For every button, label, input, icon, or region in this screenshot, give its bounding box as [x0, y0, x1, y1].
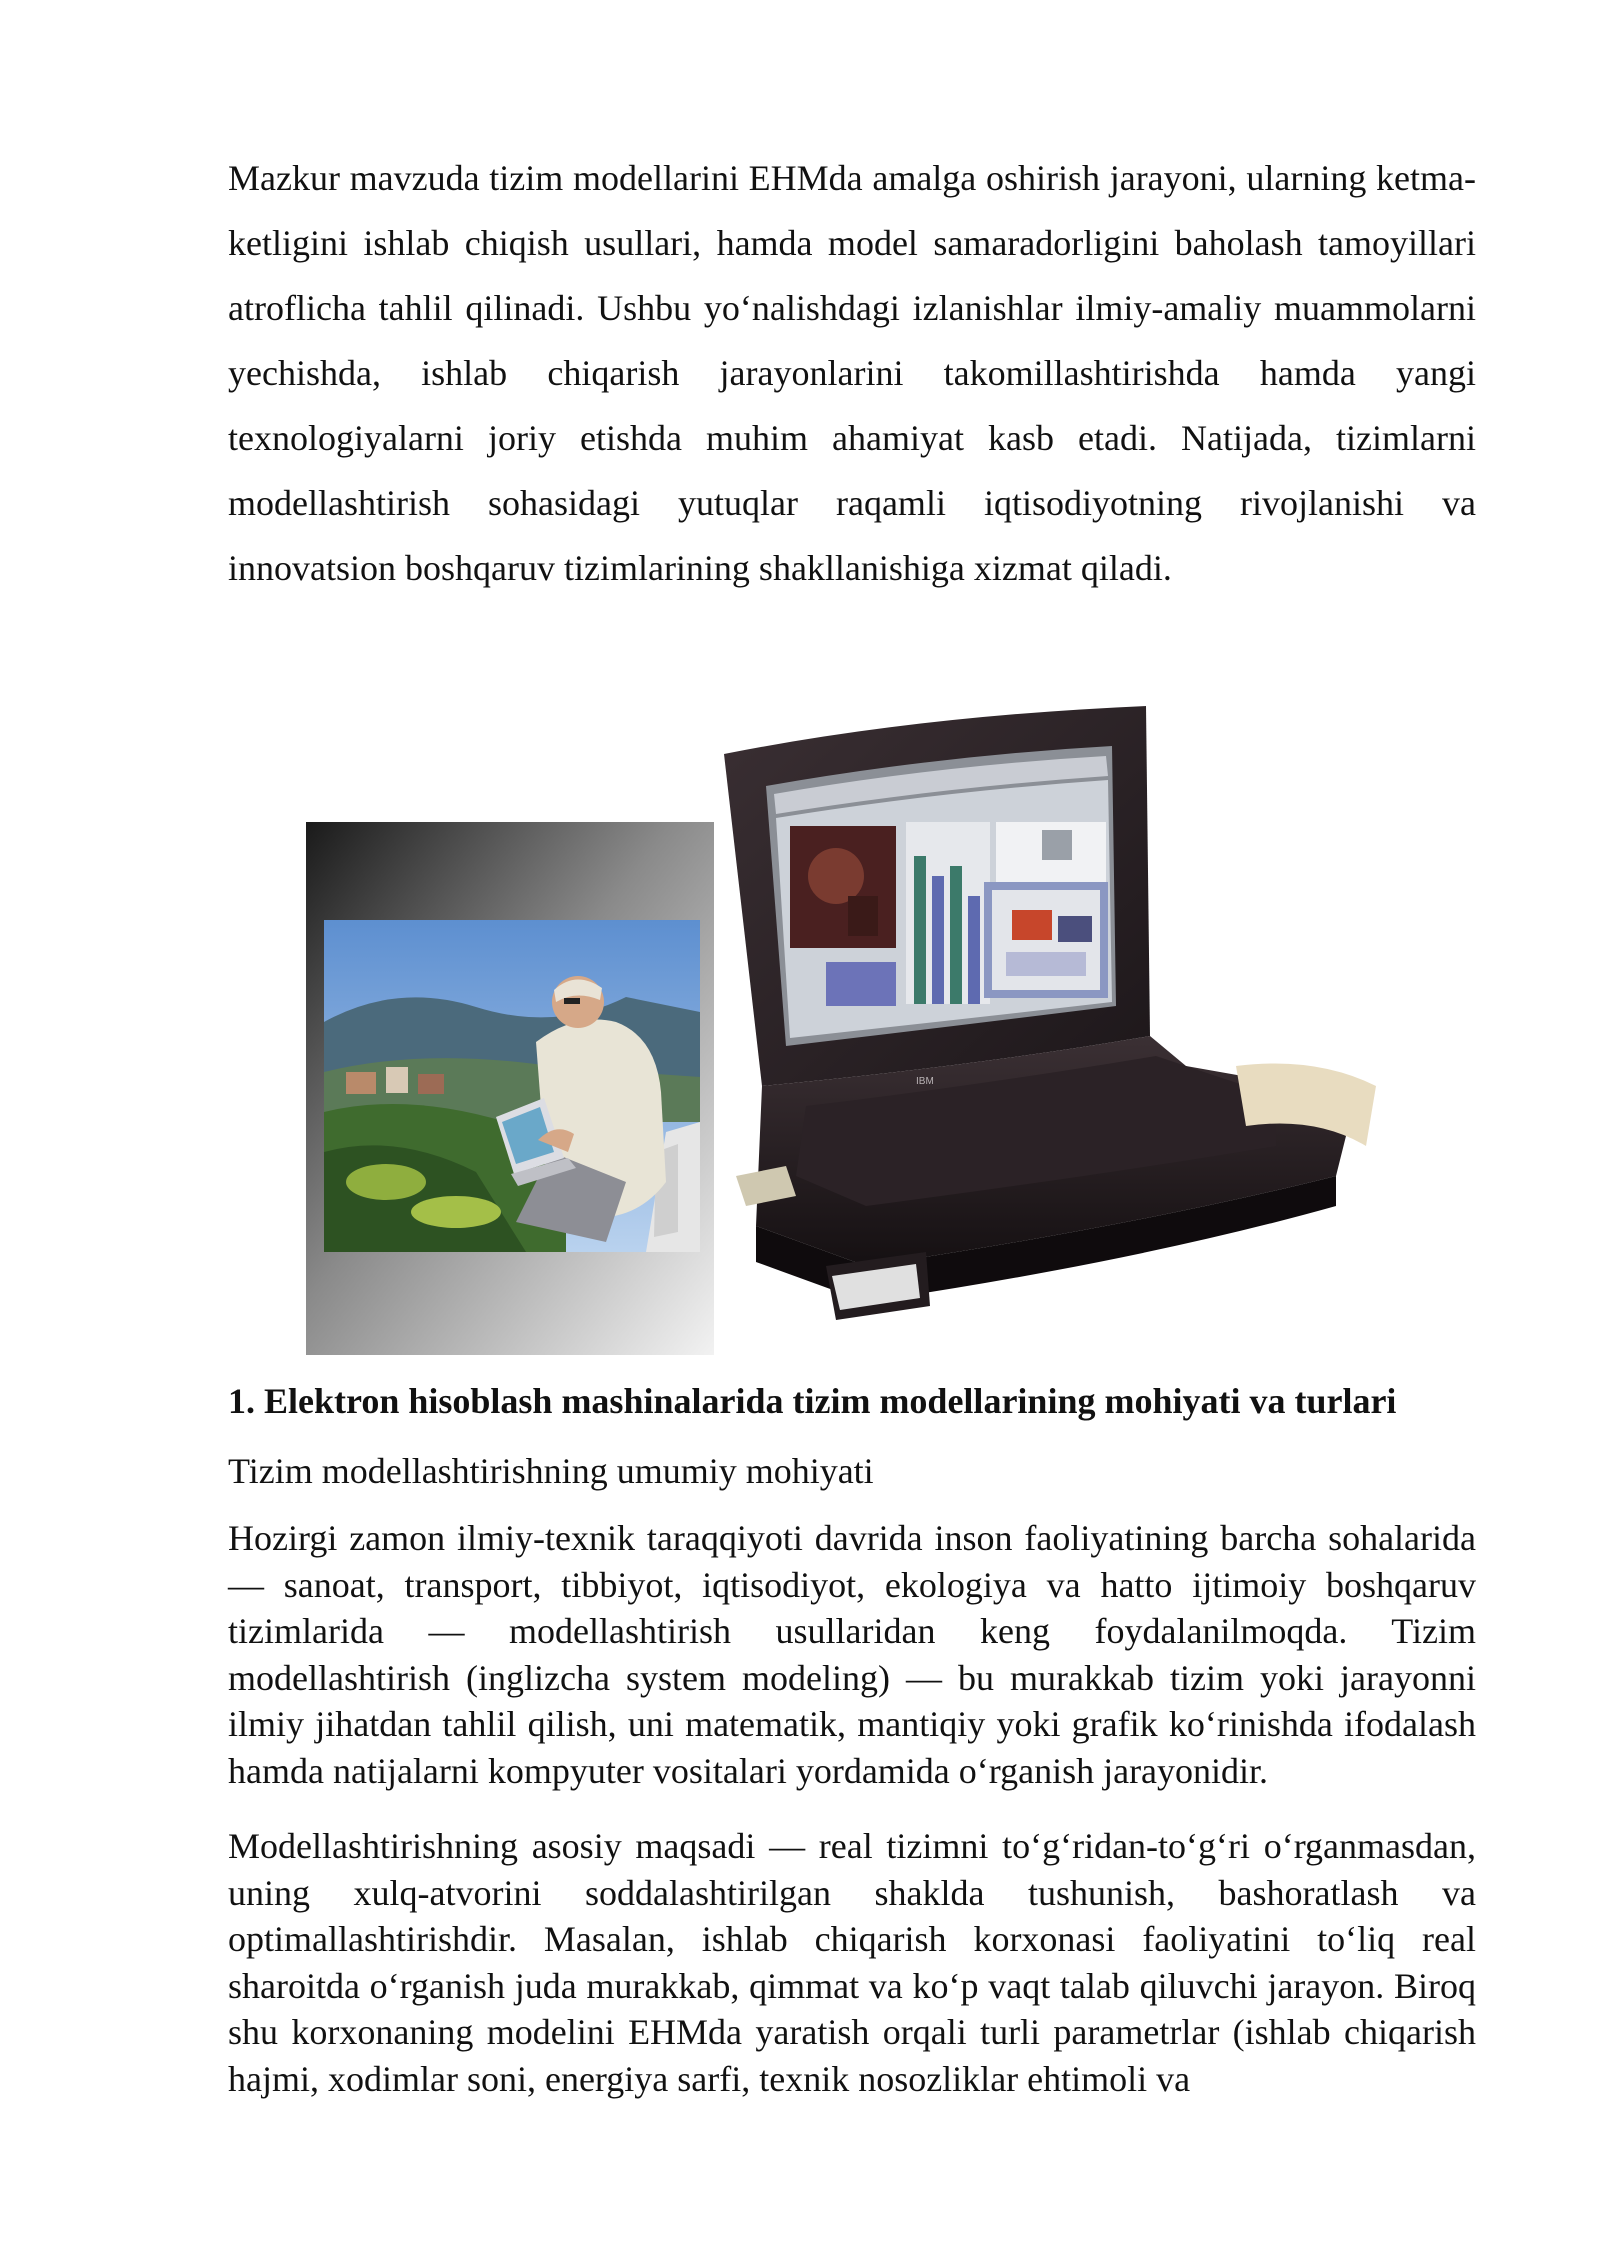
body-paragraph-1: Hozirgi zamon ilmiy-texnik taraqqiyoti davrida inson faoliyatining barcha sohalarida — sanoat, transport, tibbiyot, iqtisodiyot, ekologiya va hatto ijtimoiy boshqaruv tizimlarida — modellashtirish usullaridan keng foydalanilmoqda. Tizim modellashtirish (inglizcha system modeling) — bu murakkab tizim yoki jarayonni ilmiy jihatdan tahlil qilish, uni matematik, mantiqiy yoki grafik ko‘rinishda ifodalash hamda natijalarni kompyuter vositalari yordamida o‘rganish jarayonidir. — [228, 1518, 1476, 1791]
laptop-logo: IBM — [916, 1076, 934, 1087]
section-subheading: Tizim modellashtirishning umumiy mohiyati — [228, 1451, 874, 1491]
body-paragraph-2: Modellashtirishning asosiy maqsadi — real tizimni to‘g‘ridan-to‘g‘ri o‘rganmasdan, uning xulq-atvorini soddalashtirilgan shaklda tushunish, bashoratlash va optimallashtirishdir. Masalan, ishlab chiqarish korxonasi faoliyatini to‘liq real sharoitda o‘rganish juda murakkab, qimmat va ko‘p vaqt talab qiluvchi jarayon. Biroq shu korxonaning modelini EHMda yaratish orqali turli parametrlar (ishlab chiqarish hajmi, xodimlar soni, energiya sarfi, texnik nosozliklar ehtimoli va — [228, 1826, 1476, 2099]
section-heading: 1. Elektron hisoblash mashinalarida tizim modellarining mohiyati va turlari — [228, 1381, 1397, 1421]
person-with-laptop-photo — [306, 822, 714, 1355]
intro-paragraph: Mazkur mavzuda tizim modellarini EHMda amalga oshirish jarayoni, ularning ketma-ketligini ishlab chiqish usullari, hamda model samaradorligini baholash tamoyillari atroflicha tahlil qilinadi. Ushbu yo‘nalishdagi izlanishlar ilmiy-amaliy muammolarni yechishda, ishlab chiqarish jarayonlarini takomillashtirishda hamda yangi texnologiyalarni joriy etishda muhim ahamiyat kasb etadi. Natijada, tizimlarni modellashtirish sohasidagi yutuqlar raqamli iqtisodiyotning rivojlanishi va innovatsion boshqaruv tizimlarining shakllanishiga xizmat qiladi. — [228, 158, 1476, 588]
laptop-photo — [716, 706, 1392, 1350]
